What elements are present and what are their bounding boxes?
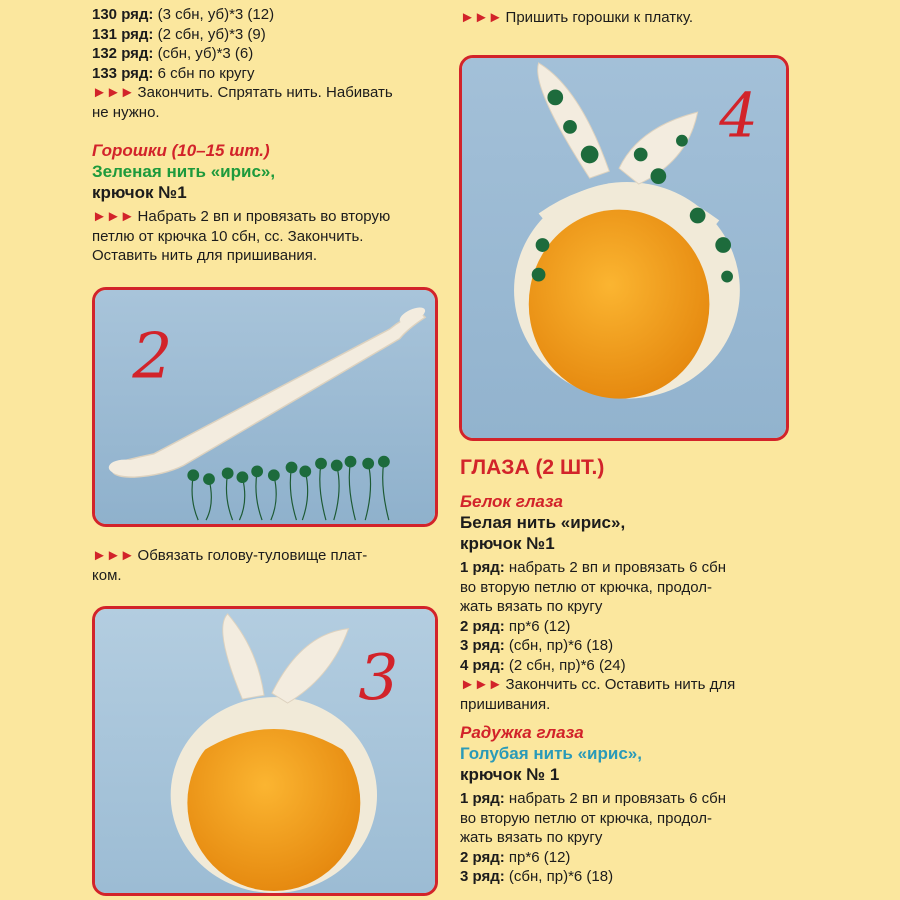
finish-instruction: ►►► Закончить. Спрятать нить. Набивать — [92, 84, 393, 101]
green-dot — [315, 458, 327, 470]
row-text: во вторую петлю от крючка, продол- — [460, 578, 713, 596]
row-line — [460, 558, 880, 578]
row-label: 132 ряд: — [92, 45, 154, 62]
photo-step-3 — [92, 606, 438, 896]
row-text: жать вязать по кругу — [460, 829, 603, 846]
white-rows-list — [460, 558, 880, 675]
tie-instruction-cont: ком. — [92, 566, 122, 584]
row-text: (сбн, пр)*6 (18) — [504, 637, 614, 654]
dots-instruction-cont2: Оставить нить для пришивания. — [92, 247, 318, 264]
arrow-icon: ►►► — [92, 208, 134, 225]
row-line — [460, 828, 880, 848]
green-dot — [286, 462, 298, 474]
rows-list — [92, 5, 442, 83]
finish-instruction-cont: не нужно. — [92, 103, 160, 121]
dots-yarn: Зеленая нить «ирис», — [92, 162, 276, 181]
green-dot — [362, 458, 374, 470]
tie-instruction: ►►► Обвязать голову-туловище плат- — [92, 547, 368, 564]
arrow-icon: ►►► — [92, 84, 134, 101]
row-text: пр*6 (12) — [504, 617, 571, 635]
row-text: во вторую петлю от крючка, продол- — [460, 809, 713, 827]
dots-hook: крючок №1 — [92, 183, 187, 202]
green-dot — [237, 471, 249, 483]
arrow-icon: ►►► — [460, 676, 502, 693]
row-line — [92, 64, 442, 84]
row-line — [460, 597, 880, 617]
green-dot — [222, 467, 234, 479]
sew-instruction-block — [460, 8, 860, 28]
eyes-section — [460, 455, 880, 887]
step-number: 2 — [132, 319, 173, 393]
row-text: (сбн, уб)*3 (6) — [153, 45, 254, 62]
row-line — [460, 867, 880, 887]
white-finish: ►►► Закончить сс. Оставить нить для — [460, 676, 736, 693]
green-dot — [268, 469, 280, 481]
row-text: 6 сбн по кругу — [153, 64, 255, 82]
photo-step-2 — [92, 287, 438, 527]
row-line — [460, 636, 880, 656]
white-finish-cont: пришивания. — [460, 695, 551, 713]
row-text: набрать 2 вп и провязать 6 сбн — [504, 790, 727, 807]
green-dot — [378, 456, 390, 468]
row-line — [460, 848, 880, 868]
white-yarn: Белая нить «ирис», — [460, 513, 626, 532]
dots-instruction: ►►► Набрать 2 вп и провязать во вторую — [92, 208, 391, 225]
row-text: пр*6 (12) — [504, 848, 571, 866]
dots-instruction-cont: петлю от крючка 10 сбн, сс. Закончить. — [92, 227, 364, 245]
dots-title: Горошки (10–15 шт.) — [92, 141, 270, 160]
iris-yarn: Голубая нить «ирис», — [460, 744, 642, 763]
row-label: 1 ряд: — [460, 559, 505, 576]
row-text: набрать 2 вп и провязать 6 сбн — [504, 559, 727, 576]
row-label: 1 ряд: — [460, 790, 505, 807]
step-number: 3 — [358, 641, 399, 715]
iris-rows-list — [460, 789, 880, 887]
row-text: (3 сбн, уб)*3 (12) — [153, 6, 275, 23]
row-text: (2 сбн, пр)*6 (24) — [504, 656, 626, 674]
row-label: 131 ряд: — [92, 25, 154, 43]
step-number: 4 — [719, 80, 758, 152]
row-line — [460, 789, 880, 809]
row-label: 2 ряд: — [460, 617, 505, 635]
green-dot — [299, 466, 311, 478]
green-dot — [251, 466, 263, 478]
row-line — [460, 617, 880, 637]
row-label: 133 ряд: — [92, 64, 154, 82]
left-text-top — [92, 5, 442, 266]
row-label: 2 ряд: — [460, 848, 505, 866]
white-title: Белок глаза — [460, 492, 564, 511]
iris-hook: крючок № 1 — [460, 765, 560, 784]
row-line — [460, 809, 880, 829]
green-dot — [203, 473, 215, 485]
white-hook: крючок №1 — [460, 534, 555, 553]
row-text: (сбн, пр)*6 (18) — [504, 868, 614, 885]
eyes-title: ГЛАЗА (2 ШТ.) — [460, 456, 605, 479]
row-line — [92, 44, 442, 64]
iris-title: Радужка глаза — [460, 723, 584, 742]
arrow-icon: ►►► — [460, 9, 502, 26]
green-dot — [345, 456, 357, 468]
row-label: 3 ряд: — [460, 868, 505, 885]
sew-instruction: ►►► Пришить горошки к платку. — [460, 9, 694, 26]
row-text: жать вязать по кругу — [460, 598, 603, 615]
arrow-icon: ►►► — [92, 547, 134, 564]
row-label: 3 ряд: — [460, 637, 505, 654]
row-line — [92, 5, 442, 25]
row-label: 4 ряд: — [460, 656, 505, 674]
row-label: 130 ряд: — [92, 6, 154, 23]
tie-instruction-block — [92, 546, 432, 585]
row-line — [460, 578, 880, 598]
row-text: (2 сбн, уб)*3 (9) — [153, 25, 266, 43]
row-line — [460, 656, 880, 676]
green-dot — [331, 460, 343, 472]
row-line — [92, 25, 442, 45]
green-dot — [187, 469, 199, 481]
photo-step-4 — [459, 55, 789, 441]
